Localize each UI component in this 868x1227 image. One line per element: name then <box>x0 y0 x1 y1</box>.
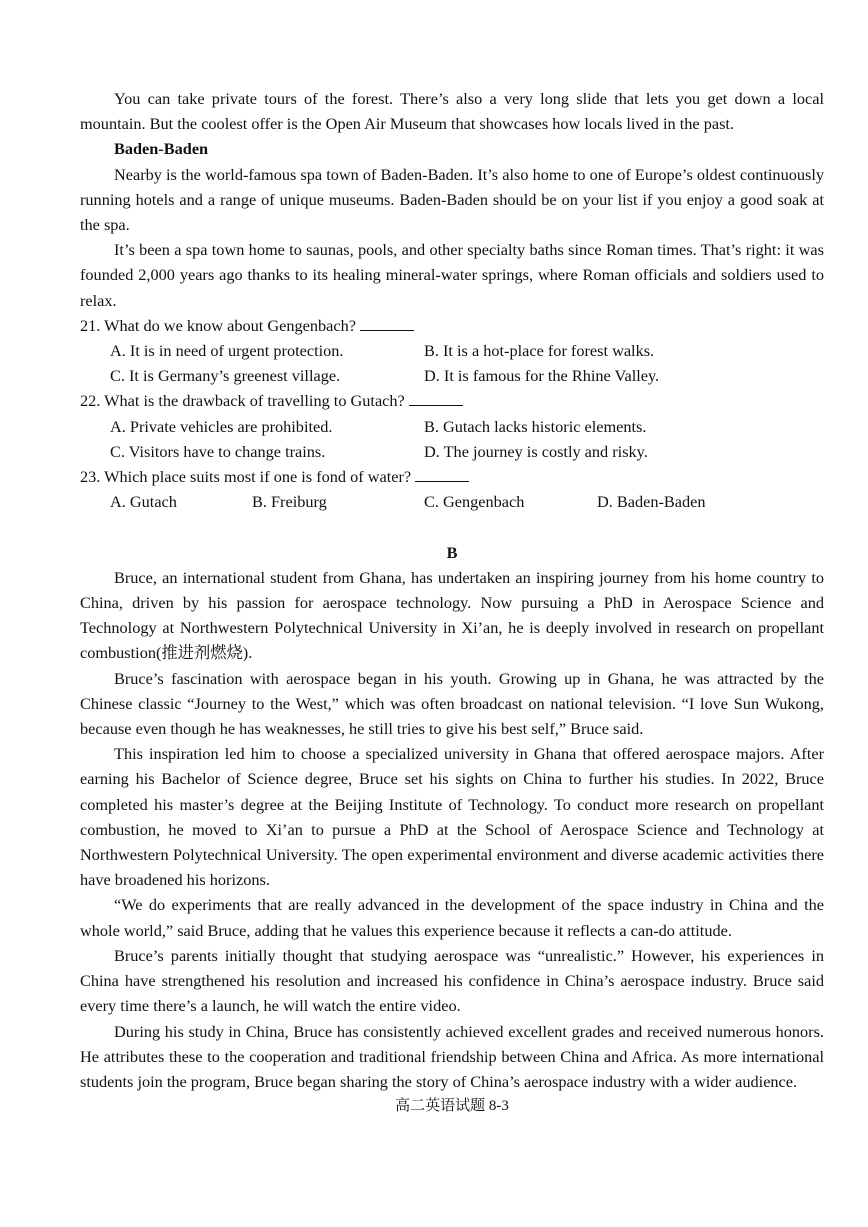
paragraph: This inspiration led him to choose a specialized university in Ghana that offered aerospace majors. After earning his Bachelor of Science degree, Bruce set his sights on China to further his studies. In 2022, Bruce completed his master’s degree at the Beijing Institute of Technology. To conduct more research on propellant combustion, he moved to Xi’an to pursue a PhD at the School of Aerospace Science and Technology at Northwestern Polytechnical University. The open experimental environment and diverse academic activities there have broadened his horizons. <box>80 744 824 890</box>
question-21 <box>80 313 824 389</box>
option: A. It is in need of urgent protection. <box>110 341 344 361</box>
paragraph: It’s been a spa town home to saunas, pools, and other specialty baths since Roman times. That’s right: it was founded 2,000 years ago thanks to its healing mineral-water springs, where Roman officials and soldiers used to relax. <box>80 240 824 310</box>
question-23 <box>80 464 824 514</box>
option: B. It is a hot-place for forest walks. <box>424 341 655 361</box>
option: D. Baden-Baden <box>597 492 706 512</box>
option: C. Visitors have to change trains. <box>110 441 326 461</box>
section-heading: Baden-Baden <box>114 139 209 159</box>
option: B. Gutach lacks historic elements. <box>424 416 647 436</box>
paragraph: Bruce’s fascination with aerospace began in his youth. Growing up in Ghana, he was attracted by the Chinese classic “Journey to the West,” which was often broadcast on national television. “I love Sun Wukong, because even though he has weaknesses, he still tries to give his best self,” Bruce said. <box>80 668 824 739</box>
option: B. Freiburg <box>252 492 327 512</box>
paragraph: Bruce’s parents initially thought that studying aerospace was “unrealistic.” However, his experiences in China have strengthened his resolution and increased his confidence in China’s aerospace industry. Bruce said every time there’s a launch, he will watch the entire video. <box>80 945 824 1016</box>
answer-blank <box>415 467 469 482</box>
option: C. It is Germany’s greenest village. <box>110 366 341 386</box>
question-stem: 23. Which place suits most if one is fond of water? <box>80 467 412 487</box>
option: A. Private vehicles are prohibited. <box>110 416 333 436</box>
paragraph: You can take private tours of the forest. There’s also a very long slide that lets you get down a local mountain. But the coolest offer is the Open Air Museum that showcases how locals lived in the past. <box>80 89 824 134</box>
answer-blank <box>360 316 414 331</box>
option: D. The journey is costly and risky. <box>424 441 648 461</box>
answer-blank <box>409 391 463 406</box>
option: C. Gengenbach <box>424 492 525 512</box>
option: A. Gutach <box>110 492 177 512</box>
exam-page <box>80 86 824 1119</box>
question-stem: 21. What do we know about Gengenbach? <box>80 315 356 335</box>
option: D. It is famous for the Rhine Valley. <box>424 366 660 386</box>
paragraph: During his study in China, Bruce has consistently achieved excellent grades and received numerous honors. He attributes these to the cooperation and traditional friendship between China and Africa. As more international students join the program, Bruce began sharing the story of China’s aerospace industry with a wider audience. <box>80 1021 824 1091</box>
question-22 <box>80 388 824 464</box>
paragraph: Nearby is the world-famous spa town of Baden-Baden. It’s also home to one of Europe’s oldest continuously running hotels and a range of unique museums. Baden-Baden should be on your list if you enjoy a good soak at the spa. <box>80 164 824 235</box>
paragraph: “We do experiments that are really advanced in the development of the space industry in China and the whole world,” said Bruce, adding that he values this experience because it reflects a can-do attitude. <box>80 895 824 940</box>
paragraph: Bruce, an international student from Ghana, has undertaken an inspiring journey from his home country to China, driven by his passion for aerospace technology. Now pursuing a PhD in Aerospace Science and Technology at Northwestern Polytechnical University in Xi’an, he is deeply involved in research on propellant combustion(推进剂燃烧). <box>80 567 824 663</box>
page-footer: 高二英语试题 8-3 <box>395 1098 509 1115</box>
question-stem: 22. What is the drawback of travelling to Gutach? <box>80 391 405 411</box>
section-label: B <box>446 542 458 562</box>
